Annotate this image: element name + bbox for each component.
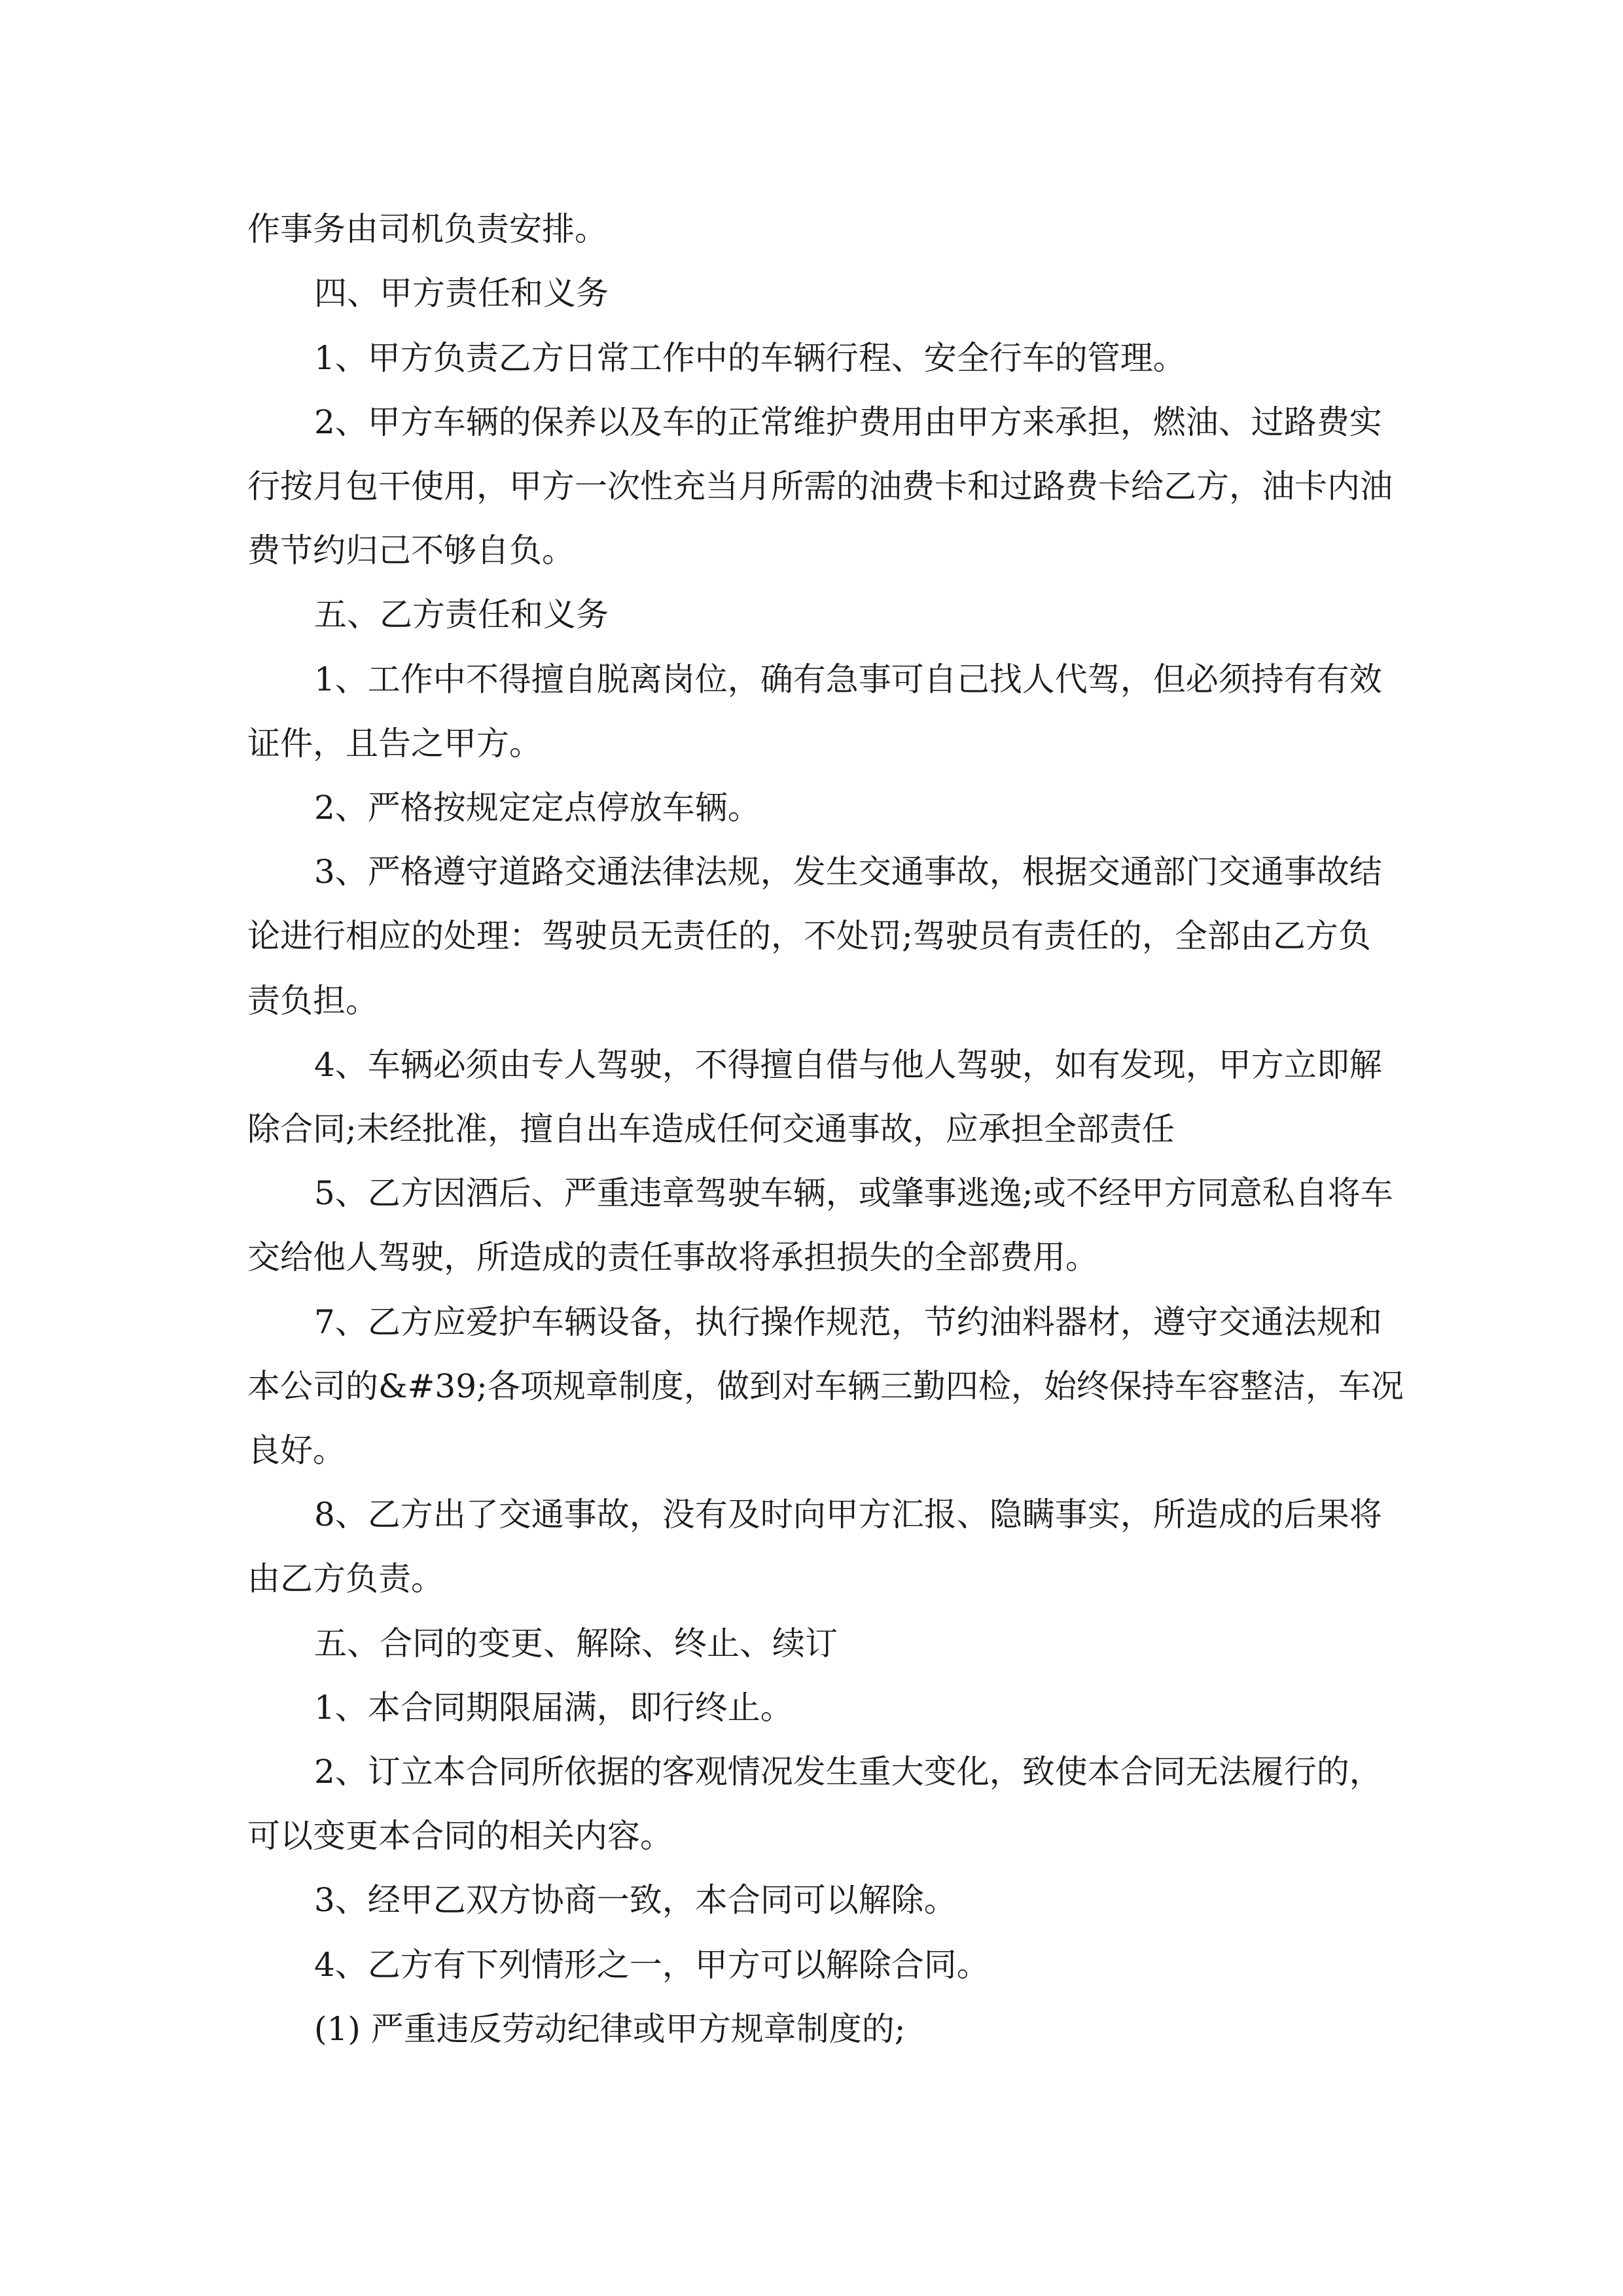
text-line: 可以变更本合同的相关内容。: [247, 1817, 673, 1855]
text-line: 2、严格按规定定点停放车辆。: [314, 789, 760, 827]
section-heading: 五、合同的变更、解除、终止、续订: [314, 1624, 838, 1662]
section-heading: 四、甲方责任和义务: [314, 274, 609, 312]
text-line: 良好。: [247, 1431, 346, 1469]
text-line: 1、本合同期限届满，即行终止。: [314, 1689, 793, 1727]
text-line: 2、订立本合同所依据的客观情况发生重大变化，致使本合同无法履行的，: [314, 1753, 1382, 1791]
text-line: 论进行相应的处理：驾驶员无责任的，不处罚;驾驶员有责任的，全部由乙方负: [247, 917, 1371, 955]
text-line: 7、乙方应爱护车辆设备，执行操作规范，节约油料器材，遵守交通法规和: [314, 1303, 1382, 1341]
text-line: 1、甲方负责乙方日常工作中的车辆行程、安全行车的管理。: [314, 339, 1186, 377]
text-line: 3、严格遵守道路交通法律法规，发生交通事故，根据交通部门交通事故结: [314, 853, 1382, 891]
text-line: 费节约归己不够自负。: [247, 531, 575, 569]
text-line: 3、经甲乙双方协商一致，本合同可以解除。: [314, 1881, 957, 1919]
text-line: 行按月包干使用，甲方一次性充当月所需的油费卡和过路费卡给乙方，油卡内油: [247, 467, 1393, 505]
text-line: 责负担。: [247, 982, 378, 1020]
text-line: 2、甲方车辆的保养以及车的正常维护费用由甲方来承担，燃油、过路费实: [314, 403, 1382, 441]
text-line: 证件，且告之甲方。: [247, 725, 542, 762]
text-line: 4、乙方有下列情形之一，甲方可以解除合同。: [314, 1946, 990, 1984]
text-line: 5、乙方因酒后、严重违章驾驶车辆，或肇事逃逸;或不经甲方同意私自将车: [314, 1174, 1393, 1212]
text-line: 由乙方负责。: [247, 1560, 444, 1598]
text-line: 本公司的&#39;各项规章制度，做到对车辆三勤四检，始终保持车容整洁，车况: [247, 1367, 1404, 1405]
text-line: 8、乙方出了交通事故，没有及时向甲方汇报、隐瞒事实，所造成的后果将: [314, 1496, 1382, 1534]
text-line: 除合同;未经批准，擅自出车造成任何交通事故，应承担全部责任: [247, 1110, 1175, 1148]
text-line: 1、工作中不得擅自脱离岗位，确有急事可自己找人代驾，但必须持有有效: [314, 660, 1382, 698]
text-line: 交给他人驾驶，所造成的责任事故将承担损失的全部费用。: [247, 1238, 1098, 1276]
text-line: 4、车辆必须由专人驾驶，不得擅自借与他人驾驶，如有发现，甲方立即解: [314, 1046, 1382, 1084]
section-heading: 五、乙方责任和义务: [314, 596, 609, 634]
text-line: (1) 严重违反劳动纪律或甲方规章制度的;: [314, 2010, 906, 2048]
text-line: 作事务由司机负责安排。: [247, 210, 607, 248]
